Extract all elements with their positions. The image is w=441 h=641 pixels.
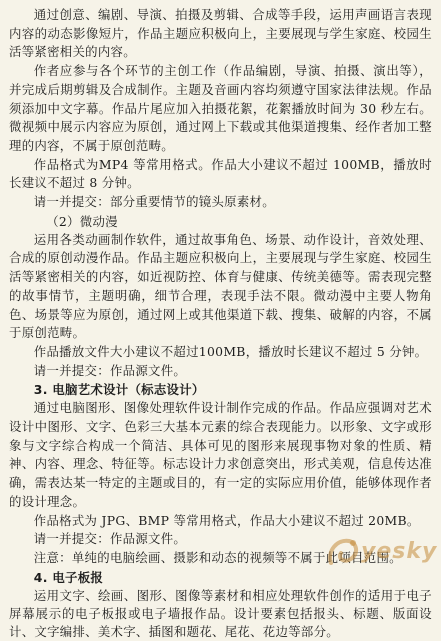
paragraph-micro-animation-format: 作品播放文件大小建议不超过100MB，播放时长建议不超过 5 分钟。 [33, 343, 428, 359]
paragraph-micro-video-requirements: 作者应参与各个环节的主创工作（作品编剧，导演、拍摄、演出等），并完成后期剪辑及合成制作。主题及音画内容均须遵守国家法律法规。作品须添加中文字幕。作品片尾应加入拍摄花絮，花絮播放时间为 30 秒左右。微视频中展示内容应为原创，通过网上下载或其他渠道搜集、经作者加工整理的内容，不属于原创范畴。 [9, 63, 432, 153]
paragraph-logo-design-format: 作品格式为 JPG、BMP 等常用格式，作品大小建议不超过 20MB。 [33, 512, 420, 528]
paragraph-micro-animation-definition: 运用各类动画制作软件，通过故事角色、场景、动作设计，音效处理、合成的原创动漫作品。作品主题应积极向上，主要展现与学生家庭、校园生活等紧密相关的内容，如近视防控、体育与健康、传统美德等。需表现完整的故事情节，主题明确，细节合理，表现手法不限。微动漫中主要人物角色、场景等应为原创，通过网上或其他渠道下载、搜集、破解的内容，不属于原创范畴。 [9, 231, 432, 341]
watermark-label: yesky [361, 539, 438, 564]
paragraph-electronic-board-definition: 运用文字、绘画、图形、图像等素材和相应处理软件创作的适用于电子屏幕展示的电子板报或电子墙报作品。设计要素包括报头、标题、版面设计、文字编排、美术字、插图和题花、尾花、花边等部分。 [9, 587, 432, 640]
paragraph-logo-design-definition: 通过电脑图形、图像处理软件设计制作完成的作品。作品应强调对艺术设计中图形、文字、色彩三大基本元素的综合表现能力。以形象、文字或形象与文字综合构成一个简洁、具体可见的图形来展现事物对象的性质、精神、内容、理念、特征等。标志设计力求创意突出，形式美观，信息传达准确，需表达某一特定的主题或目的，有一定的实际应用价值，能够体现作者的设计理念。 [9, 400, 432, 509]
subheading-micro-animation: （2）微动漫 [46, 213, 118, 229]
watermark-swirl-icon [323, 533, 363, 573]
paragraph-micro-video-submission: 请一并提交：部分重要情节的镜头原素材。 [33, 194, 275, 210]
heading-electronic-board: 4. 电子板报 [33, 569, 104, 585]
paragraph-micro-animation-submission: 请一并提交：作品源文件。 [33, 362, 187, 378]
paragraph-logo-design-submission: 请一并提交：作品源文件。 [33, 531, 187, 547]
paragraph-micro-video-format: 作品格式为MP4 等常用格式。作品大小建议不超过 100MB，播放时长建议不超过 8 分钟。 [9, 156, 432, 191]
paragraph-logo-design-note: 注意：单纯的电脑绘画、摄影和动态的视频等不属于此项目范围。 [33, 549, 402, 565]
watermark-logo [323, 533, 438, 573]
heading-computer-art-design: 3. 电脑艺术设计（标志设计） [33, 382, 205, 398]
paragraph-micro-video-definition: 通过创意、编剧、导演、拍摄及剪辑、合成等手段，运用声画语言表现内容的动态影像短片，作品主题应积极向上，主要展现与学生家庭、校园生活等紧密相关的内容。 [9, 7, 432, 60]
